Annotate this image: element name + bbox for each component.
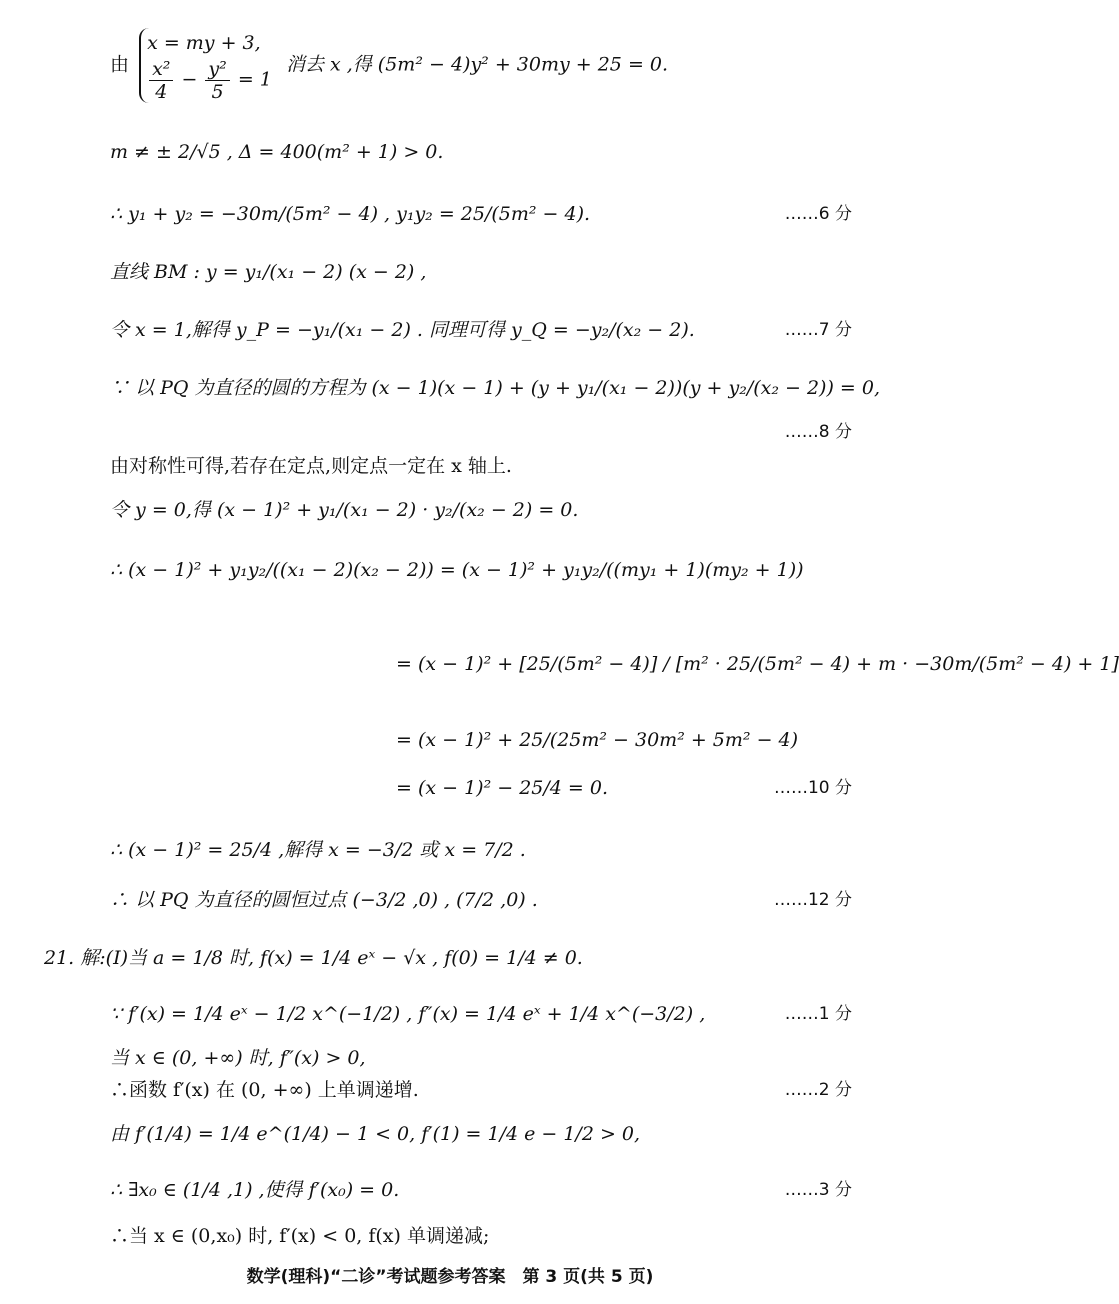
line-14: ∴ 以 PQ 为直径的圆恒过点 (−3/2 ,0) , (7/2 ,0) . xyxy=(110,889,538,911)
line-1-extra: 消去 x ,得 (5m² − 4)y² + 30my + 25 = 0. xyxy=(285,53,669,76)
points-10: ……10 分 xyxy=(773,778,852,798)
line-12: = (x − 1)² − 25/4 = 0. xyxy=(396,777,608,799)
points-7: ……7 分 xyxy=(784,320,852,340)
text-you: 由 xyxy=(110,53,130,76)
system-minus: − xyxy=(181,68,198,91)
points-12: ……12 分 xyxy=(773,890,852,910)
line-6: ∵ 以 PQ 为直径的圆的方程为 (x − 1)(x − 1) + (y + y₁/(x₁ − 2))(y + y₂/(x₂ − 2)) = 0, xyxy=(110,377,881,399)
line-21: ∴当 x ∈ (0,x₀) 时, f′(x) < 0, f(x) 单调递减; xyxy=(110,1225,490,1247)
line-15: 21. 解:(Ⅰ)当 a = 1/8 时, f(x) = 1/4 eˣ − √x , f(0) = 1/4 ≠ 0. xyxy=(44,947,583,969)
line-11: = (x − 1)² + 25/(25m² − 30m² + 5m² − 4) xyxy=(396,729,799,751)
line-20: ∴ ∃x₀ ∈ (1/4 ,1) ,使得 f′(x₀) = 0. xyxy=(110,1179,400,1201)
line-8: 令 y = 0,得 (x − 1)² + y₁/(x₁ − 2) · y₂/(x₂ − 2) = 0. xyxy=(110,499,579,521)
line-2: m ≠ ± 2/√5 , Δ = 400(m² + 1) > 0. xyxy=(110,141,444,163)
system-den1: 4 xyxy=(149,80,173,103)
line-19: 由 f′(1/4) = 1/4 e^(1/4) − 1 < 0, f′(1) = 1/4 e − 1/2 > 0, xyxy=(110,1123,641,1145)
line-system xyxy=(110,28,860,103)
system-den2: 5 xyxy=(205,80,229,103)
system-row-2 xyxy=(147,58,272,103)
system-num2: y² xyxy=(208,58,227,80)
line-4: 直线 BM : y = y₁/(x₁ − 2) (x − 2) , xyxy=(110,261,427,283)
points-2: ……2 分 xyxy=(784,1080,852,1100)
line-17: 当 x ∈ (0, +∞) 时, f″(x) > 0, xyxy=(110,1047,366,1069)
line-10: = (x − 1)² + [25/(5m² − 4)] / [m² · 25/(5m² − 4) + m · −30m/(5m² − 4) + 1] xyxy=(396,653,1119,675)
page-footer: 数学(理科)“二诊”考试题参考答案 第 3 页(共 5 页) xyxy=(246,1267,654,1287)
points-8: ……8 分 xyxy=(784,422,852,442)
system-end: = 1 xyxy=(237,68,272,91)
line-7: 由对称性可得,若存在定点,则定点一定在 x 轴上. xyxy=(110,455,512,477)
line-13: ∴ (x − 1)² = 25/4 ,解得 x = −3/2 或 x = 7/2 . xyxy=(110,839,526,861)
line-3: ∴ y₁ + y₂ = −30m/(5m² − 4) , y₁y₂ = 25/(5m² − 4). xyxy=(110,203,591,225)
points-1: ……1 分 xyxy=(784,1004,852,1024)
line-18: ∴函数 f′(x) 在 (0, +∞) 上单调递增. xyxy=(110,1079,419,1101)
points-6: ……6 分 xyxy=(784,204,852,224)
system-row-1: x = my + 3, xyxy=(147,32,261,54)
line-9: ∴ (x − 1)² + y₁y₂/((x₁ − 2)(x₂ − 2)) = (x − 1)² + y₁y₂/((my₁ + 1)(my₂ + 1)) xyxy=(110,559,804,581)
points-3: ……3 分 xyxy=(784,1180,852,1200)
line-16: ∵ f′(x) = 1/4 eˣ − 1/2 x^(−1/2) , f″(x) = 1/4 eˣ + 1/4 x^(−3/2) , xyxy=(110,1003,706,1025)
line-5: 令 x = 1,解得 y_P = −y₁/(x₁ − 2) . 同理可得 y_Q = −y₂/(x₂ − 2). xyxy=(110,319,695,341)
system-num1: x² xyxy=(152,58,171,80)
equation-system xyxy=(139,28,272,103)
